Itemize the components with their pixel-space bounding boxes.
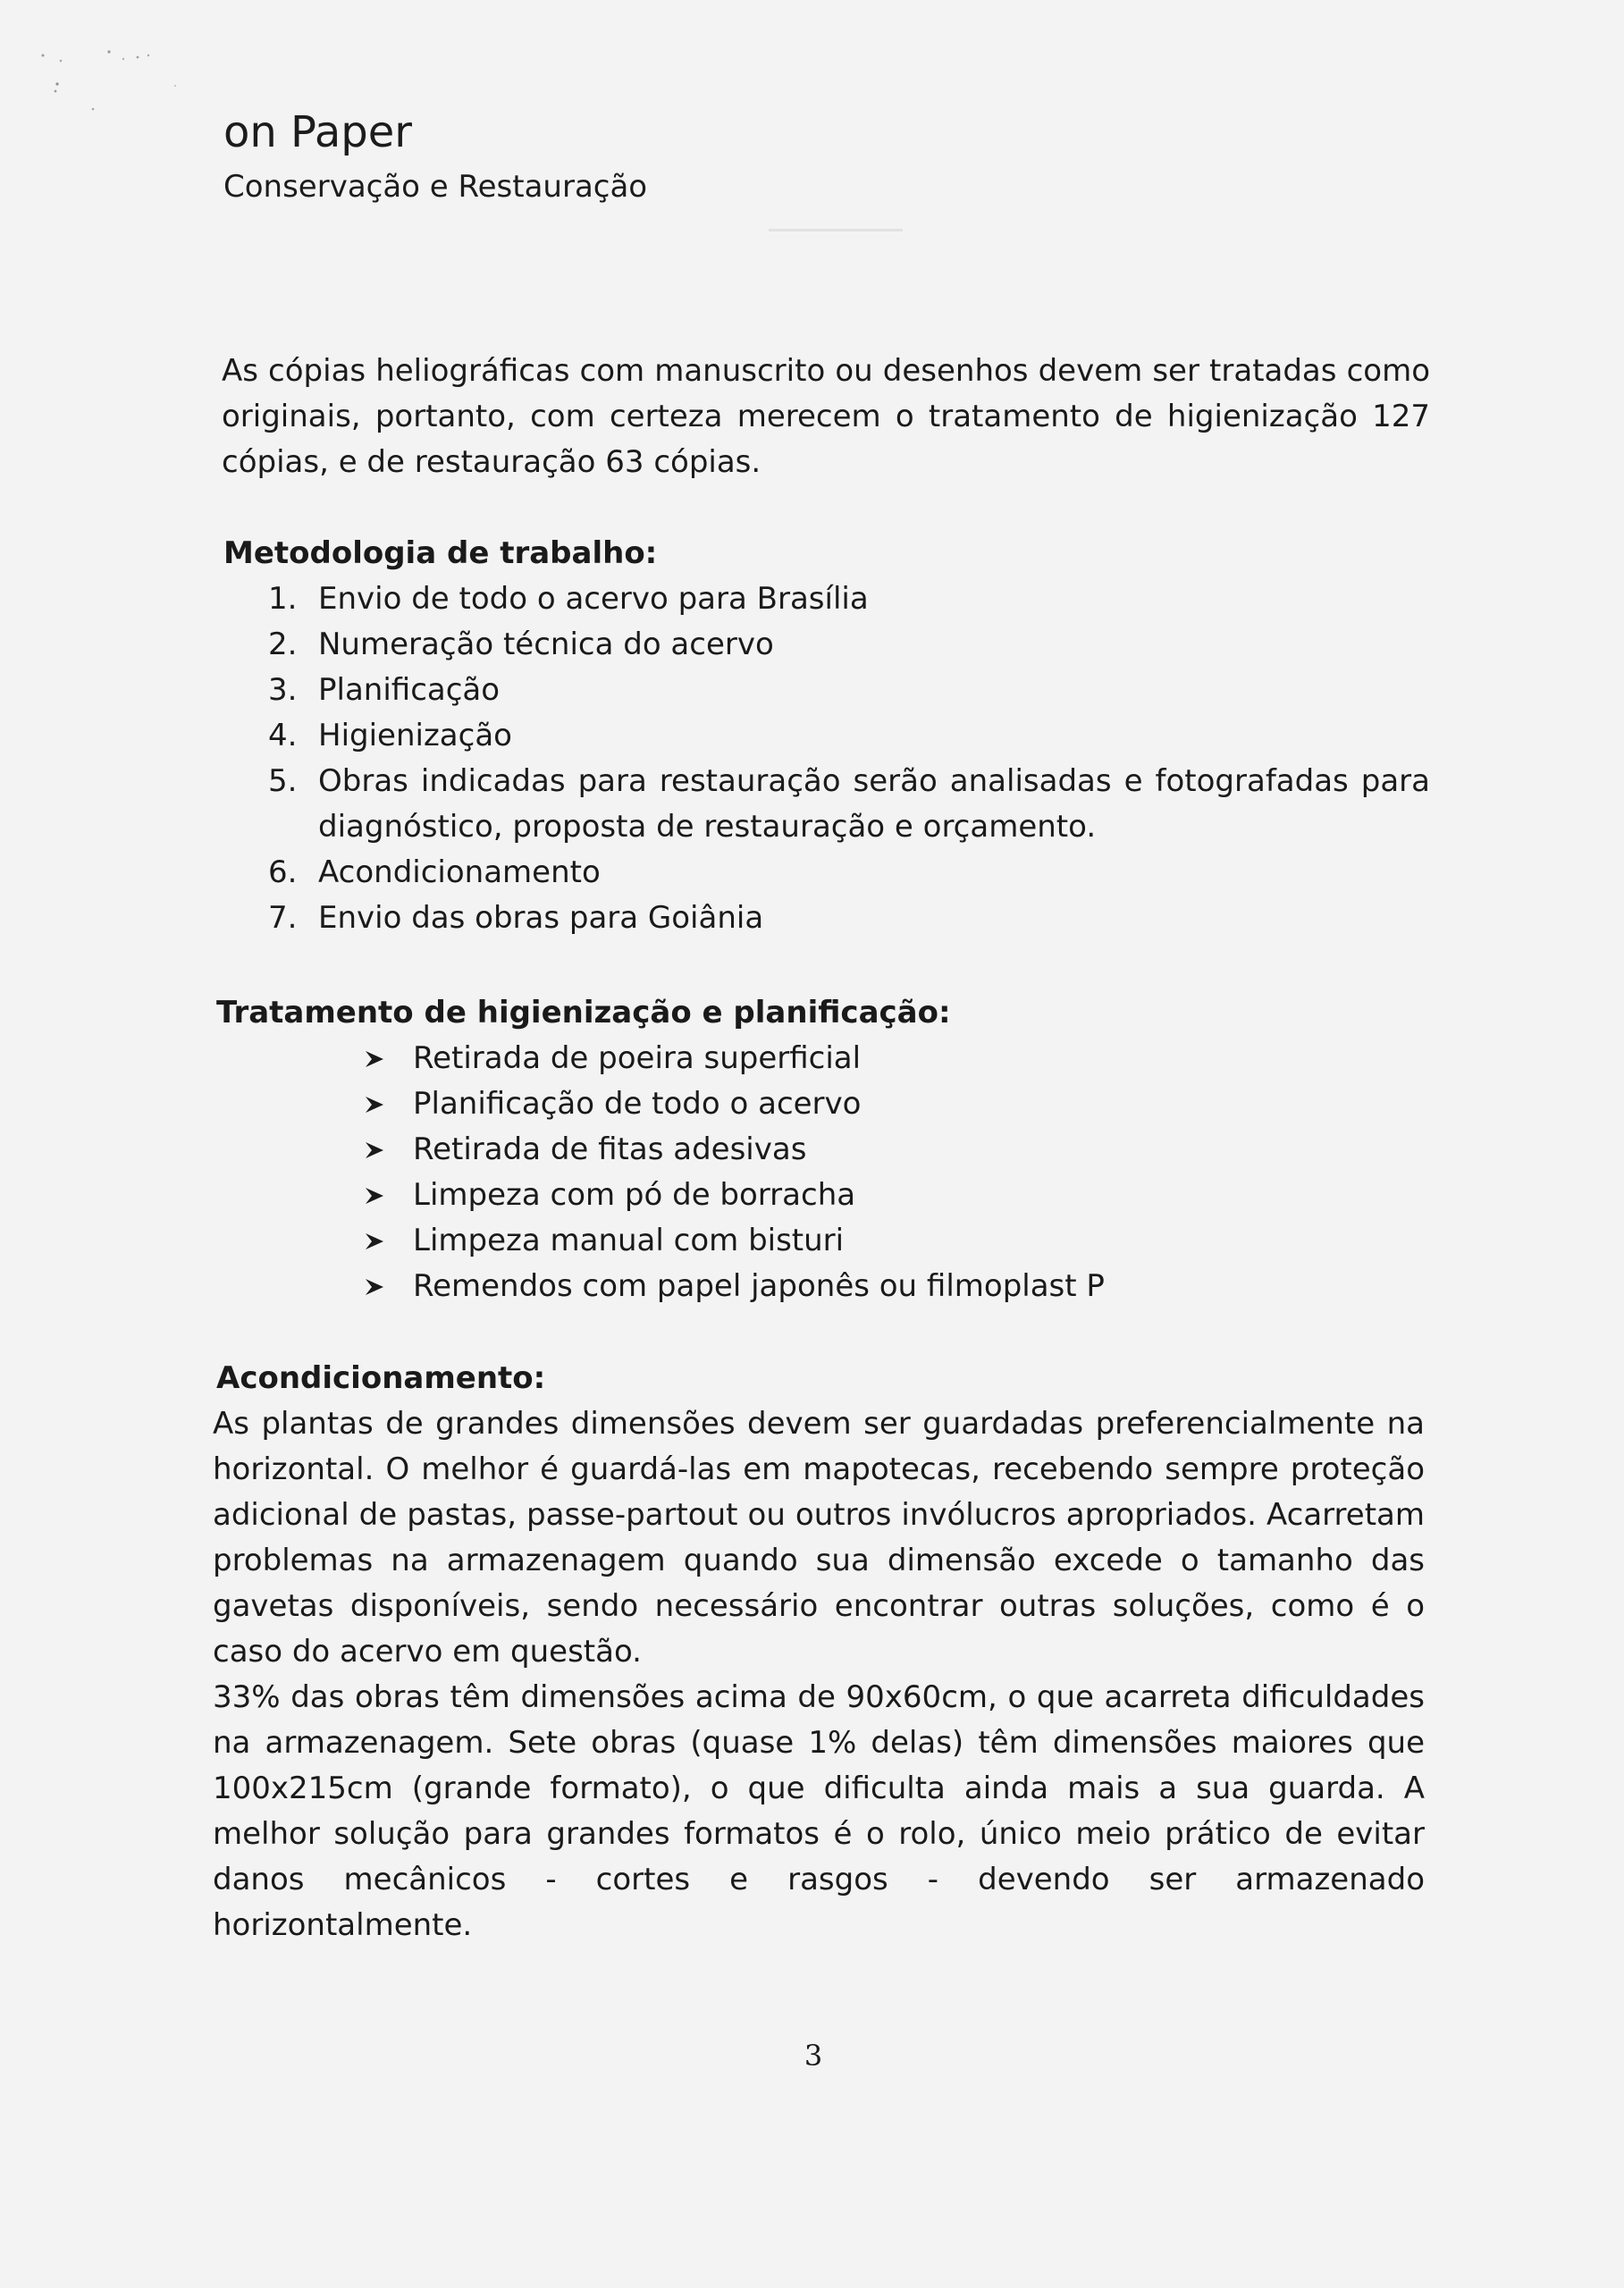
list-item (268, 896, 1430, 941)
page-number: 3 (804, 2039, 823, 2073)
tratamento-heading: Tratamento de higienização e planificação: (216, 995, 951, 1030)
arrowhead-bullet-icon (365, 1187, 413, 1205)
item-text: Limpeza manual com bisturi (413, 1223, 845, 1258)
item-number: 1. (268, 581, 298, 617)
list-item (268, 668, 1430, 713)
list-item (365, 1173, 1105, 1218)
item-number: 2. (268, 627, 298, 662)
arrowhead-bullet-icon (365, 1278, 413, 1296)
item-text: Planificação de todo o acervo (413, 1086, 862, 1122)
acondicionamento-body (213, 1401, 1425, 1948)
metodologia-list (268, 576, 1430, 941)
arrowhead-bullet-icon (365, 1050, 413, 1068)
item-text: Retirada de poeira superficial (413, 1040, 862, 1076)
item-text: Remendos com papel japonês ou filmoplast P (413, 1268, 1105, 1304)
list-item (365, 1036, 1105, 1081)
item-number: 5. (268, 763, 298, 799)
list-item (268, 850, 1430, 896)
item-text: Retirada de fitas adesivas (413, 1131, 807, 1167)
list-item (268, 622, 1430, 668)
list-item (268, 713, 1430, 759)
letterhead-title: on Paper (223, 107, 412, 157)
item-number: 7. (268, 900, 298, 936)
tratamento-list (365, 1036, 1105, 1309)
paragraph: As plantas de grandes dimensões devem ser guardadas preferencialmente na horizontal. O melhor é guardá-las em mapotecas, recebendo sempre proteção adicional de pastas, passe-partout ou outros invólucros apropriados. Acarretam problemas na armazenagem quando sua dimensão excede o tamanho das gavetas disponíveis, sendo necessário encontrar outras soluções, como é o caso do acervo em questão. (213, 1406, 1425, 1670)
acondicionamento-heading: Acondicionamento: (216, 1360, 546, 1396)
item-text: Planificação (318, 672, 501, 708)
item-text: Envio de todo o acervo para Brasília (318, 581, 869, 617)
paragraph: 33% das obras têm dimensões acima de 90x60cm, o que acarreta dificuldades na armazenagem. Sete obras (quase 1% delas) têm dimensões maiores que 100x215cm (grande formato), o que dificulta ainda mais a sua guarda. A melhor solução para grandes formatos é o rolo, único meio prático de evitar danos mecânicos - cortes e rasgos - devendo ser armazenado horizontalmente. (213, 1679, 1425, 1943)
list-item (365, 1127, 1105, 1173)
arrowhead-bullet-icon (365, 1232, 413, 1250)
item-text: Envio das obras para Goiânia (318, 900, 764, 936)
list-item (268, 576, 1430, 622)
item-text: Obras indicadas para restauração serão analisadas e fotografadas para diagnóstico, proposta de restauração e orçamento. (318, 763, 1430, 845)
item-number: 3. (268, 672, 298, 708)
item-number: 4. (268, 718, 298, 753)
list-item (365, 1264, 1105, 1309)
arrowhead-bullet-icon (365, 1096, 413, 1114)
item-text: Numeração técnica do acervo (318, 627, 774, 662)
letterhead-subtitle: Conservação e Restauração (223, 169, 648, 205)
faint-mark (769, 229, 903, 231)
item-text: Acondicionamento (318, 854, 601, 890)
intro-paragraph: As cópias heliográficas com manuscrito ou desenhos devem ser tratadas como originais, portanto, com certeza merecem o tratamento de higienização 127 cópias, e de restauração 63 cópias. (222, 353, 1430, 480)
list-item (365, 1081, 1105, 1127)
item-number: 6. (268, 854, 298, 890)
list-item (268, 759, 1430, 850)
scan-specks (36, 45, 197, 125)
item-text: Higienização (318, 718, 512, 753)
arrowhead-bullet-icon (365, 1141, 413, 1159)
metodologia-heading: Metodologia de trabalho: (223, 535, 658, 571)
list-item (365, 1218, 1105, 1264)
item-text: Limpeza com pó de borracha (413, 1177, 856, 1213)
